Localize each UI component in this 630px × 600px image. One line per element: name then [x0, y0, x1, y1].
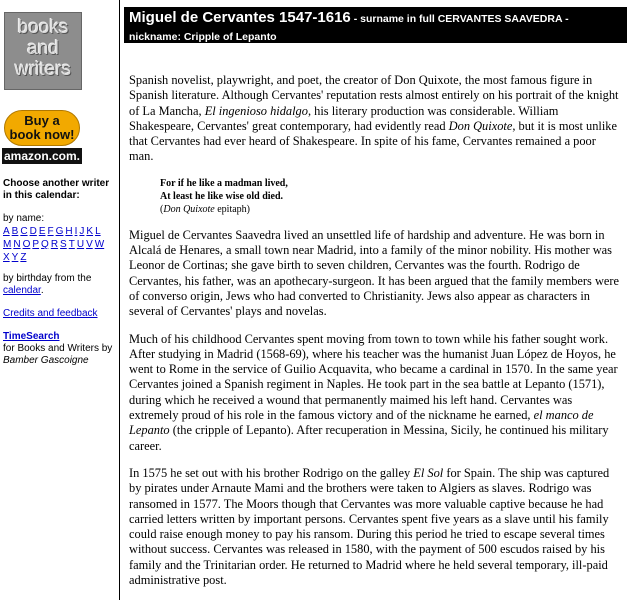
letter-g-link[interactable]: G: [55, 226, 64, 237]
choose-heading-text: Choose another writer in this calendar:: [3, 178, 110, 201]
letter-m-link[interactable]: M: [3, 239, 12, 250]
letter-x-link[interactable]: X: [3, 252, 10, 263]
letter-n-link[interactable]: N: [13, 239, 21, 250]
timesearch-text: for Books and Writers by: [3, 343, 113, 354]
timesearch-link[interactable]: TimeSearch: [3, 331, 60, 342]
intro-text-3: , but it is most unlike that Cervantes had ever heard of Shakespeare. In spite of his fame, Cervantes remained a poor man.: [129, 118, 617, 164]
by-name-label: by name:: [3, 213, 45, 224]
letter-k-link[interactable]: K: [86, 226, 94, 237]
article-body: [129, 73, 623, 600]
letter-f-link[interactable]: F: [47, 226, 54, 237]
intro-text-2: , his literary production was considerable. William Shakespeare, Cervantes' great contemporary, had evidently read: [129, 103, 559, 133]
calendar-link[interactable]: calendar: [3, 285, 41, 296]
intro-title-quixote: Don Quixote: [448, 118, 513, 133]
letter-c-link[interactable]: C: [20, 226, 28, 237]
letter-p-link[interactable]: P: [32, 239, 40, 250]
letter-h-link[interactable]: H: [65, 226, 73, 237]
page-header: [124, 7, 627, 43]
letter-v-link[interactable]: V: [86, 239, 93, 250]
quote-source: (Don Quixote epitaph): [160, 203, 250, 215]
intro-text-1: Spanish novelist, playwright, and poet, the creator of Don Quixote, the most famous figure in Spanish literature. Although Cervantes' reputation rests almost entirely on his portrait of the knight of La Mancha,: [129, 73, 619, 118]
paragraph-intro: [129, 73, 623, 165]
letter-t-link[interactable]: T: [68, 239, 75, 250]
letter-y-link[interactable]: Y: [11, 252, 19, 263]
military-text-1: Much of his childhood Cervantes spent moving from town to town while his father sought work. After studying in Madrid (1568-69), where his teacher was the humanist Juan López de Hoyos, he went to Rome in the service of Guilio Acquavita, who became a cardinal in 1570. In the same year Cervantes joined a Spanish regiment in Naples. He took part in the sea battle at Lepanto (1571), during which he received a wound that permanently maimed his left hand. Cervantes was extremely proud of his role in the famous victory and of the nickname he earned,: [129, 331, 618, 423]
page-title: Miguel de Cervantes 1547-1616: [129, 9, 351, 26]
paragraph-captivity: [129, 466, 623, 588]
credits: [3, 308, 118, 320]
quote-line-2: At least he like wise old died.: [160, 190, 284, 202]
paragraph-biography: Miguel de Cervantes Saavedra lived an unsettled life of hardship and adventure. He was born in Alcalá de Henares, a small town near Madrid, into a family of the minor nobility. His mother was Leonor de Cortinas; she gave birth to seven children, Cervantes was the fourth. Rodrigo de Cervantes, his father, was an apothecary-surgeon. It has been argued that the family members were of converso origin, Jews who had converted to Christianity. Jews also appear as characters in several of Cervantes' plays and novelas.: [129, 227, 620, 319]
choose-heading: [3, 178, 118, 202]
logo-line-2: and: [27, 38, 59, 59]
epitaph-quote: [160, 177, 623, 216]
military-nickname: el manco de Lepanto: [129, 408, 594, 438]
amazon-brand: amazon.com.: [3, 149, 81, 163]
timesearch: [3, 331, 118, 367]
letter-index: [3, 225, 118, 264]
letter-e-link[interactable]: E: [38, 226, 46, 237]
captivity-ship-name: El Sol: [413, 465, 444, 480]
letter-b-link[interactable]: B: [11, 226, 19, 237]
page-subtitle: - surname in full CERVANTES SAAVEDRA - nickname: Cripple of Lepanto: [129, 13, 569, 43]
amazon-line-2: book now!: [9, 127, 75, 142]
amazon-line-1: Buy a: [24, 113, 60, 128]
captivity-text-1: In 1575 he set out with his brother Rodrigo on the galley: [129, 465, 414, 480]
letter-o-link[interactable]: O: [22, 239, 31, 250]
paragraph-military: [129, 332, 623, 454]
books-and-writers-logo[interactable]: [4, 12, 82, 90]
sidebar: [0, 0, 118, 600]
sidebar-divider: [119, 0, 120, 600]
quote-source-title: Don Quixote: [163, 203, 215, 215]
letter-q-link[interactable]: Q: [41, 239, 49, 250]
logo-line-1: books: [17, 17, 69, 38]
letter-l-link[interactable]: L: [95, 226, 101, 237]
quote-source-rest: epitaph): [214, 203, 250, 215]
letter-u-link[interactable]: U: [76, 239, 85, 250]
military-text-2: (the cripple of Lepanto). After recuperation in Messina, Sicily, he continued his military career.: [129, 423, 609, 453]
quote-line-1: For if he like a madman lived,: [160, 177, 288, 189]
letter-i-link[interactable]: I: [74, 226, 78, 237]
logo-line-3: writers: [15, 59, 71, 80]
letter-d-link[interactable]: D: [29, 226, 37, 237]
by-birthday: by birthday from the calendar.: [3, 273, 92, 296]
intro-title-ingenioso: El ingenioso hidalgo: [204, 103, 308, 118]
timesearch-author: Bamber Gascoigne: [3, 355, 89, 366]
amazon-buy-button[interactable]: [2, 110, 82, 162]
letter-r-link[interactable]: R: [50, 239, 59, 250]
letter-a-link[interactable]: A: [3, 226, 10, 237]
letter-j-link[interactable]: J: [79, 226, 85, 237]
letter-w-link[interactable]: W: [94, 239, 105, 250]
by-birthday-text: by birthday from the: [3, 273, 92, 284]
amazon-bubble: [4, 110, 80, 146]
credits-feedback-link[interactable]: Credits and feedback: [3, 308, 98, 319]
captivity-text-2: for Spain. The ship was captured by pirates under Arnaute Mami and the brothers were taken to Algiers as slaves. Rodrigo was ransomed in 1577. The Moors though that Cervantes was more valuable captive because he had carried letters written by important persons. Cervantes spent five years as a slave until his family could raise enough money to pay his ransom. During this period he tried to escape several times without success. Cervantes was released in 1580, with the payment of 500 escudos raised by his family and the Trinitarian order. He returned to Madrid where he held several temporary, ill-paid administrative post.: [129, 465, 610, 588]
letter-z-link[interactable]: Z: [20, 252, 27, 263]
letter-s-link[interactable]: S: [60, 239, 67, 250]
